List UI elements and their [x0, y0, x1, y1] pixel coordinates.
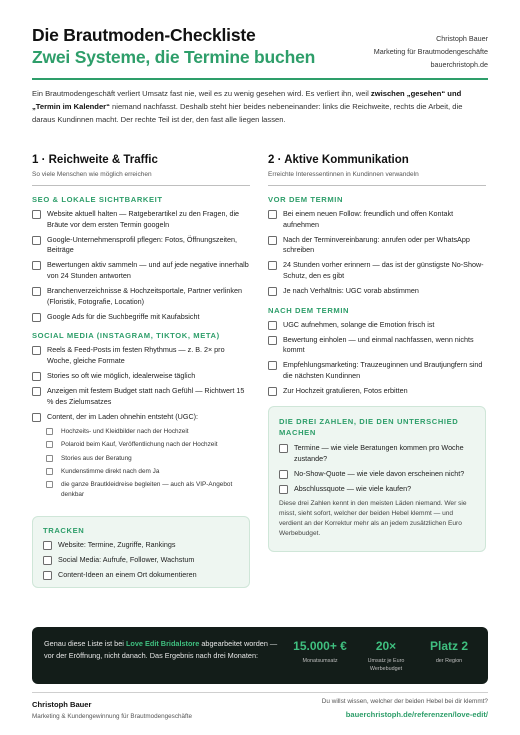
checklist-item-label: UGC aufnehmen, solange die Emotion frisch ist — [283, 319, 435, 329]
checklist-item — [268, 235, 486, 256]
checklist-item-label: Anzeigen mit festem Budget statt nach Gefühl — Richtwert 15 % des Zielumsatzes — [47, 386, 245, 406]
checklist-item-label: Abschlussquote — wie viele kaufen? — [294, 483, 412, 493]
checklist-item-label: Website: Termine, Zugriffe, Rankings — [58, 540, 176, 549]
checkbox[interactable] — [32, 287, 41, 296]
checklist-item — [268, 320, 486, 331]
stat-label: Monatsumsatz — [302, 658, 338, 664]
column-divider — [32, 185, 250, 186]
checklist-item — [32, 371, 250, 382]
checklist-subitem — [46, 480, 250, 500]
column-divider — [268, 185, 486, 186]
author-name: Christoph Bauer — [436, 34, 488, 43]
checklist-subitem — [46, 454, 250, 464]
footer-link[interactable]: bauerchristoph.de/referenzen/love-edit/ — [345, 710, 488, 719]
checklist-item — [32, 235, 250, 256]
page-subtitle: Zwei Systeme, die Termine buchen — [32, 47, 316, 67]
checkbox[interactable] — [268, 287, 277, 296]
checklist-social — [32, 345, 250, 422]
checklist-item — [32, 286, 250, 307]
checklist-item-label: 24 Stunden vorher erinnern — das ist der günstigste No-Show-Schutz, den es gibt — [283, 260, 484, 280]
stat-label: der Region — [435, 658, 463, 664]
intro-text-2: niemand nachfasst. Deshalb steht hier beides nebeneinander: links die Reichweite, rechts die Arbeit, die daraus Kundinnen macht. Der rechte Teil ist der, den fast alle liegen lassen. — [32, 102, 463, 125]
checkbox[interactable] — [43, 541, 52, 550]
stat-value: 20× — [375, 639, 397, 653]
section-heading-seo: SEO & LOKALE SICHTBARKEIT — [32, 195, 163, 204]
checklist-item-label: Content, der im Laden ohnehin entsteht (UGC): — [47, 411, 199, 421]
intro-emphasis: zwischen „gesehen“ und „Termin im Kalender“ — [32, 89, 462, 112]
checkbox[interactable] — [32, 210, 41, 219]
checklist-item-label: Kundenstimme direkt nach dem Ja — [61, 467, 160, 475]
checklist-item — [32, 412, 250, 423]
results-banner — [32, 627, 488, 684]
section-heading-social: SOCIAL MEDIA (INSTAGRAM, TIKTOK, META) — [32, 331, 220, 341]
footer-subtitle: Marketing & Kundengewinnung für Brautmodengeschäfte — [32, 713, 192, 720]
checkbox[interactable] — [46, 468, 53, 475]
section-heading-tracken: TRACKEN — [43, 526, 85, 535]
checklist-item — [268, 286, 486, 297]
zahlen-note: Diese drei Zahlen kennt in den meisten Läden niemand. Wer sie misst, sieht sofort, welcher der beiden Hebel klemmt — und verdient an der Korrektur mehr als an jedem zusätzlichen Euro Werbebudget. — [279, 499, 467, 537]
checkbox[interactable] — [32, 236, 41, 245]
checklist-item — [32, 312, 250, 323]
checklist-item — [43, 555, 239, 566]
checkbox[interactable] — [32, 372, 41, 381]
checkbox[interactable] — [268, 210, 277, 219]
footer-author — [32, 699, 192, 722]
checklist-item — [279, 484, 475, 495]
checkbox[interactable] — [268, 236, 277, 245]
checklist-item — [43, 540, 239, 551]
stat-region — [422, 639, 476, 665]
header-divider — [32, 78, 488, 80]
checklist-item — [32, 260, 250, 281]
checkbox[interactable] — [46, 481, 53, 488]
column-subtitle: So viele Menschen wie möglich erreichen — [32, 171, 152, 178]
checklist-subitem — [46, 440, 250, 450]
checklist-item — [268, 335, 486, 356]
checklist-item-label: No-Show-Quote — wie viele davon erscheinen nicht? — [294, 468, 465, 478]
column-title: 2 · Aktive Kommunikation — [268, 154, 409, 166]
author-role: Marketing für Brautmodengeschäfte — [373, 47, 488, 56]
checklist-ugc-subitems — [32, 427, 250, 500]
checklist-nach-termin — [268, 320, 486, 397]
checklist-item-label: Zur Hochzeit gratulieren, Fotos erbitten — [283, 386, 408, 396]
checklist-item — [43, 570, 239, 581]
checkbox[interactable] — [268, 361, 277, 370]
checklist-item — [268, 209, 486, 230]
checklist-item-label: Polaroid beim Kauf, Veröffentlichung nach der Hochzeit — [61, 441, 218, 449]
checkbox[interactable] — [279, 485, 288, 494]
checklist-item-label: Website aktuell halten — Ratgeberartikel zu den Fragen, die Bräute vor dem ersten Termin googeln — [47, 209, 240, 229]
checklist-zahlen — [279, 443, 475, 494]
checklist-item-label: Content-Ideen an einem Ort dokumentieren — [58, 570, 197, 580]
checkbox[interactable] — [32, 387, 41, 396]
checkbox[interactable] — [279, 470, 288, 479]
checklist-item-label: Nach der Terminvereinbarung: anrufen oder per WhatsApp schreiben — [283, 234, 470, 255]
checklist-item — [279, 469, 475, 480]
checklist-item-label: Je nach Verhältnis: UGC vorab abstimmen — [283, 286, 419, 296]
checkbox[interactable] — [46, 455, 53, 462]
header — [32, 24, 488, 76]
checkbox[interactable] — [268, 261, 277, 270]
checkbox[interactable] — [46, 428, 53, 435]
banner-text-pre: Genau diese Liste ist bei — [44, 639, 126, 648]
checklist-item-label: Google Ads für die Suchbegriffe mit Kaufabsicht — [47, 311, 200, 321]
checkbox[interactable] — [268, 387, 277, 396]
column-title: 1 · Reichweite & Traffic — [32, 154, 158, 166]
intro-paragraph — [32, 87, 476, 127]
column-reichweite — [32, 152, 250, 503]
checklist-item-label: Google-Unternehmensprofil pflegen: Fotos, Öffnungszeiten, Beiträge — [47, 234, 238, 255]
stat-umsatz — [290, 639, 350, 665]
checklist-item-label: Bei einem neuen Follow: freundlich und offen Kontakt aufnehmen — [283, 209, 454, 229]
checklist-item — [32, 209, 250, 230]
checklist-tracken — [43, 540, 239, 581]
checkbox[interactable] — [46, 441, 53, 448]
stat-value: 15.000+ € — [293, 639, 347, 653]
checkbox[interactable] — [32, 346, 41, 355]
checklist-item — [279, 443, 475, 464]
checkbox[interactable] — [32, 261, 41, 270]
checklist-item — [32, 386, 250, 407]
checklist-item-label: Hochzeits- und Kleidbilder nach der Hochzeit — [61, 427, 189, 435]
section-heading-nach-termin: NACH DEM TERMIN — [268, 305, 350, 315]
checklist-item-label: Branchenverzeichnisse & Hochzeitsportale, Partner verlinken (Floristik, Fotografie, Location) — [47, 286, 242, 306]
checklist-item-label: Termine — wie viele Beratungen kommen pro Woche zustande? — [294, 443, 464, 463]
author-box — [374, 32, 488, 71]
checklist-item-label: Reels & Feed-Posts im festen Rhythmus — z. B. 2× pro Woche, gleiche Formate — [47, 345, 225, 365]
stat-label: Umsatz je Euro Werbebudget — [367, 658, 405, 672]
checklist-item-label: die ganze Brautkleidreise begleiten — auch als VIP-Angebot denkbar — [61, 481, 233, 498]
stat-value: Platz 2 — [429, 639, 468, 653]
checkbox[interactable] — [32, 313, 41, 322]
checklist-item-label: Empfehlungsmarketing: Trauzeuginnen und Brautjungfern sind die nächsten Kundinnen — [283, 360, 483, 381]
footer-question: Du willst wissen, welcher der beiden Hebel bei dir klemmt? — [321, 698, 488, 705]
intro-text-1: Ein Brautmodengeschäft verliert Umsatz fast nie, weil es zu wenig gesehen wird. Es verliert ihn, weil — [32, 89, 371, 98]
tracken-card — [32, 516, 250, 588]
checklist-seo — [32, 209, 250, 322]
checklist-item-label: Stories so oft wie möglich, idealerweise täglich — [47, 371, 196, 381]
page-title: Die Brautmoden-Checkliste — [32, 25, 256, 45]
footer-cta — [322, 697, 488, 721]
banner-text-post: abgearbeitet worden — vor der Eröffnung, nicht danach. Das Ergebnis nach drei Monaten: — [44, 639, 278, 661]
banner-highlight: Love Edit Bridalstore — [125, 639, 200, 648]
checklist-item — [32, 345, 250, 366]
checklist-vor-termin — [268, 209, 486, 297]
column-kommunikation — [268, 152, 486, 401]
checklist-item — [268, 386, 486, 397]
checkbox[interactable] — [32, 413, 41, 422]
stat-roas — [358, 639, 414, 673]
checklist-item-label: Bewertung einholen — und einmal nachfassen, wenn nichts kommt — [283, 334, 474, 355]
checkbox[interactable] — [268, 321, 277, 330]
checkbox[interactable] — [268, 336, 277, 345]
checkbox[interactable] — [43, 556, 52, 565]
section-heading-zahlen: DIE DREI ZAHLEN, DIE DEN UNTERSCHIED MACHEN — [279, 417, 459, 437]
footer-divider — [32, 692, 488, 693]
footer-name: Christoph Bauer — [32, 700, 92, 709]
section-heading-vor-termin: VOR DEM TERMIN — [268, 195, 344, 204]
checkbox[interactable] — [43, 571, 52, 580]
author-site-link[interactable]: bauerchristoph.de — [430, 60, 488, 69]
column-subtitle: Erreichte Interessentinnen in Kundinnen verwandeln — [268, 171, 419, 178]
checklist-item-label: Bewertungen aktiv sammeln — und auf jede negative innerhalb von 24 Stunden antworten — [47, 260, 249, 280]
checklist-subitem — [46, 467, 250, 477]
drei-zahlen-card — [268, 406, 486, 552]
banner-text — [44, 638, 284, 662]
checklist-item — [268, 360, 486, 381]
checklist-subitem — [46, 427, 250, 437]
checklist-item-label: Social Media: Aufrufe, Follower, Wachstum — [58, 555, 195, 565]
checklist-item — [268, 260, 486, 281]
checkbox[interactable] — [279, 444, 288, 453]
checklist-item-label: Stories aus der Beratung — [61, 454, 132, 462]
